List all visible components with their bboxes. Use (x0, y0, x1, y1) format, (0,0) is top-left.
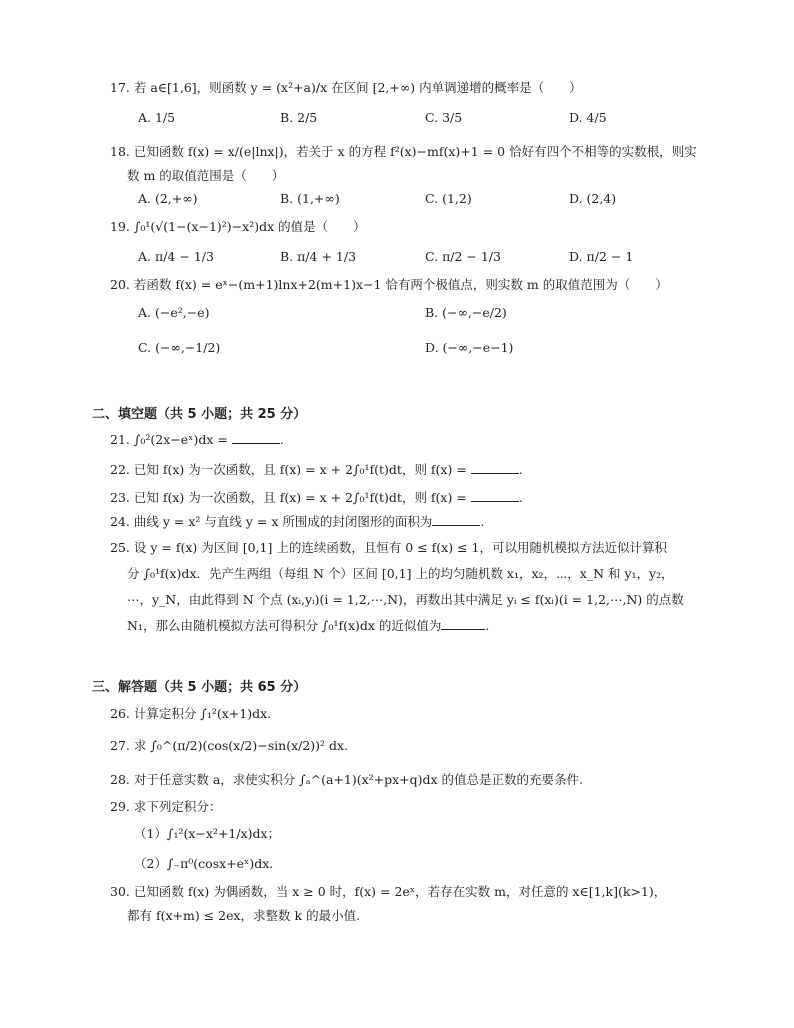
question-stem: 计算定积分 ∫₁²(x+1)dx. (133, 706, 272, 721)
option-d: D. (2,4) (569, 191, 617, 206)
option-a: A. (−e²,−e) (138, 305, 210, 320)
section-title-solutions: 三、解答题（共 5 小题；共 65 分） (92, 680, 307, 695)
question-19 (110, 219, 366, 235)
question-17 (110, 80, 582, 96)
answer-blank (441, 618, 485, 630)
question-25-line4 (127, 618, 489, 634)
option-c: C. π/2 − 1/3 (425, 249, 501, 264)
question-25-line3: ⋯，y_N，由此得到 N 个点 (xᵢ,yᵢ)(i = 1,2,⋯,N)，再数出其中满足 yᵢ ≤ f(xᵢ)(i = 1,2,⋯,N) 的点数 (127, 592, 684, 607)
punctuation: . (279, 432, 284, 447)
question-number: 17. (110, 80, 130, 95)
question-27 (110, 738, 348, 754)
question-25-line2: 分 ∫₀¹f(x)dx．先产生两组（每组 N 个）区间 [0,1] 上的均匀随机数 x₁，x₂，⋯，x_N 和 y₁，y₂， (127, 566, 674, 581)
option-b: B. (−∞,−e/2) (425, 305, 507, 320)
option-c: C. 3/5 (425, 110, 463, 125)
question-30-line2: 都有 f(x+m) ≤ 2ex，求整数 k 的最小值. (127, 908, 361, 923)
question-29-part2: （2）∫₋π⁰(cosx+eˣ)dx. (134, 856, 274, 871)
option-d: D. π/2 − 1 (569, 249, 634, 264)
question-29-part1: （1）∫₁²(x−x²+1/x)dx； (134, 826, 281, 841)
question-30 (110, 884, 666, 900)
question-20 (110, 277, 668, 293)
question-number: 20. (110, 277, 130, 292)
option-a: A. (2,+∞) (138, 191, 198, 206)
question-stem: 已知 f(x) 为一次函数，且 f(x) = x + 2∫₀¹f(t)dt，则 f(x) = (133, 462, 471, 477)
question-number: 30. (110, 884, 130, 899)
question-18 (110, 144, 697, 160)
question-number: 25. (110, 540, 130, 555)
question-stem: N₁，那么由随机模拟方法可得积分 ∫₀¹f(x)dx 的近似值为 (127, 618, 442, 633)
question-number: 19. (110, 219, 130, 234)
option-b: B. 2/5 (280, 110, 318, 125)
question-stem: 已知 f(x) 为一次函数，且 f(x) = x + 2∫₀¹f(t)dt，则 f(x) = (133, 490, 471, 505)
option-a: A. π/4 − 1/3 (138, 249, 214, 264)
answer-blank (471, 490, 519, 502)
question-number: 26. (110, 706, 130, 721)
punctuation: . (485, 618, 490, 633)
question-26 (110, 706, 271, 722)
question-number: 22. (110, 462, 130, 477)
question-21 (110, 432, 284, 448)
question-stem: 曲线 y = x² 与直线 y = x 所围成的封闭图形的面积为 (133, 514, 433, 529)
question-stem: 设 y = f(x) 为区间 [0,1] 上的连续函数，且恒有 0 ≤ f(x) ≤ 1，可以用随机模拟方法近似计算积 (133, 540, 667, 555)
question-number: 27. (110, 738, 130, 753)
option-c: C. (1,2) (425, 191, 472, 206)
question-stem: 求 ∫₀^(π/2)(cos(x/2)−sin(x/2))² dx. (133, 738, 349, 753)
question-stem: ∫₀¹(√(1−(x−1)²)−x²)dx 的值是（ ） (133, 219, 366, 234)
question-stem: 若函数 f(x) = eˣ−(m+1)lnx+2(m+1)x−1 恰有两个极值点，则实数 m 的取值范围为（ ） (133, 277, 668, 292)
punctuation: . (518, 462, 523, 477)
answer-blank (432, 514, 480, 526)
question-stem: 求下列定积分： (133, 799, 222, 814)
question-stem: 对于任意实数 a，求使实积分 ∫ₐ^(a+1)(x²+px+q)dx 的值总是正数的充要条件. (133, 772, 584, 787)
section-title-fill-in: 二、填空题（共 5 小题；共 25 分） (92, 407, 307, 422)
question-number: 21. (110, 432, 130, 447)
question-25 (110, 540, 667, 556)
question-29 (110, 799, 221, 815)
question-number: 24. (110, 514, 130, 529)
punctuation: . (518, 490, 523, 505)
option-c: C. (−∞,−1/2) (138, 340, 221, 355)
question-28 (110, 772, 583, 788)
question-22 (110, 462, 523, 478)
question-number: 29. (110, 799, 130, 814)
question-stem: ∫₀²(2x−eˣ)dx = (133, 432, 232, 447)
option-b: B. π/4 + 1/3 (280, 249, 357, 264)
question-number: 28. (110, 772, 130, 787)
answer-blank (471, 462, 519, 474)
question-stem: 已知函数 f(x) = x/(e|lnx|)，若关于 x 的方程 f²(x)−mf(x)+1 = 0 恰好有四个不相等的实数根，则实 (133, 144, 697, 159)
question-stem: 已知函数 f(x) 为偶函数，当 x ≥ 0 时，f(x) = 2eˣ，若存在实数 m，对任意的 x∈[1,k](k>1)， (133, 884, 667, 899)
option-b: B. (1,+∞) (280, 191, 340, 206)
question-stem: 若 a∈[1,6]，则函数 y = (x²+a)/x 在区间 [2,+∞) 内单调递增的概率是（ ） (133, 80, 582, 95)
option-d: D. (−∞,−e−1) (425, 340, 514, 355)
option-a: A. 1/5 (138, 110, 176, 125)
question-number: 18. (110, 144, 130, 159)
question-18-cont: 数 m 的取值范围是（ ） (127, 168, 285, 183)
punctuation: . (480, 514, 485, 529)
option-d: D. 4/5 (569, 110, 607, 125)
question-23 (110, 490, 523, 506)
question-number: 23. (110, 490, 130, 505)
answer-blank (232, 432, 280, 444)
question-24 (110, 514, 484, 530)
